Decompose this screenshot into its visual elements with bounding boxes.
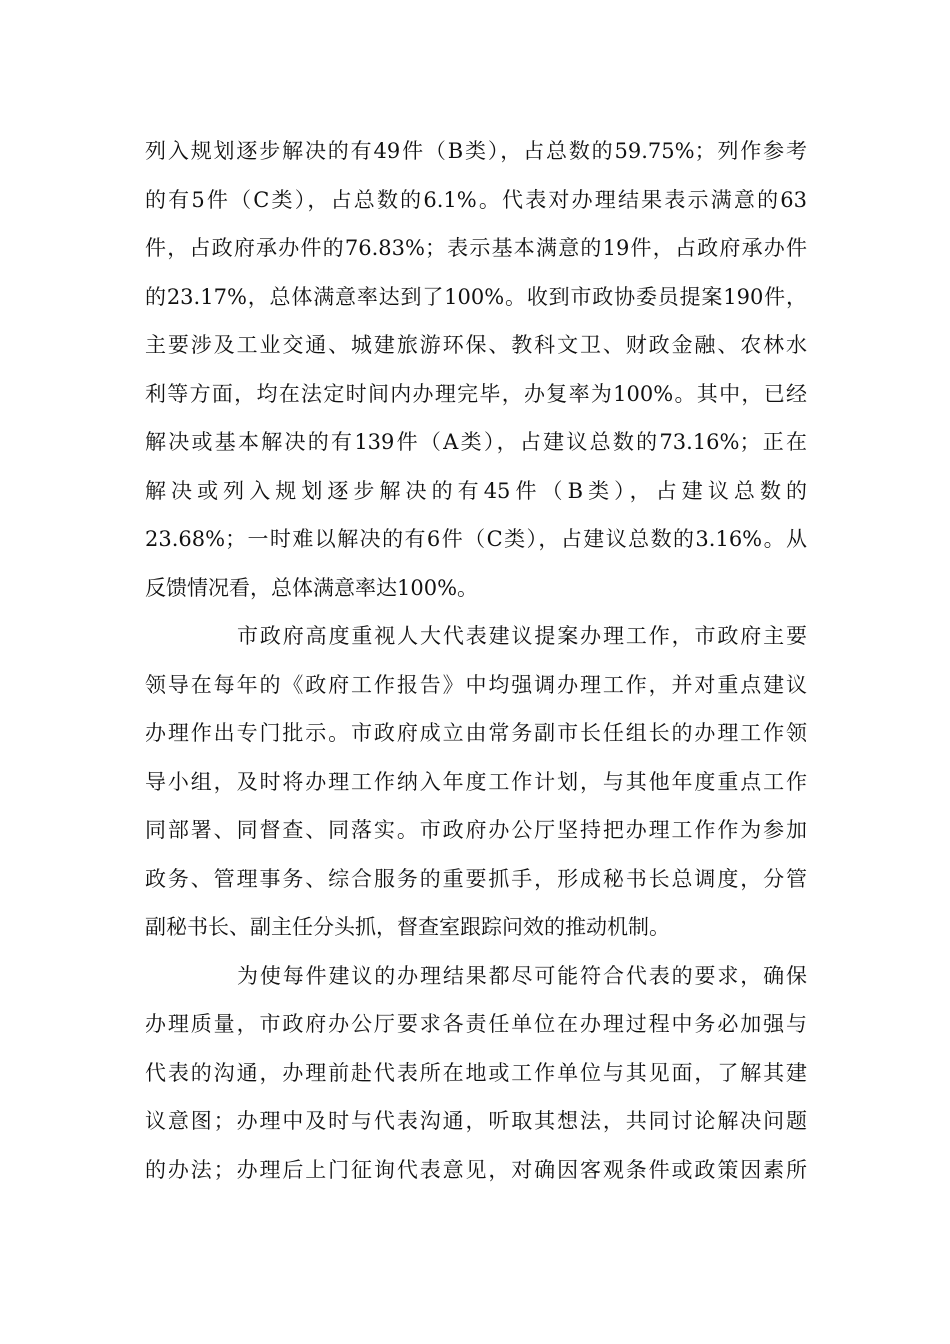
paragraph-line: 的办法；办理后上门征询代表意见，对确因客观条件或政策因素所: [145, 1157, 807, 1182]
paragraph-line: 解决或列入规划逐步解决的有45件（B类），占建议总数的: [145, 478, 807, 503]
paragraph-line: 同部署、同督查、同落实。市政府办公厅坚持把办理工作作为参加: [145, 818, 807, 842]
paragraph-line: 的23.17%，总体满意率达到了100%。收到市政协委员提案190件，: [145, 284, 807, 309]
paragraph-line: 办理质量，市政府办公厅要求各责任单位在办理过程中务必加强与: [145, 1012, 807, 1036]
paragraph-line: 领导在每年的《政府工作报告》中均强调办理工作，并对重点建议: [145, 672, 807, 697]
paragraph-line: 导小组，及时将办理工作纳入年度工作计划，与其他年度重点工作: [145, 769, 807, 794]
paragraph-line: 解决或基本解决的有139件（A类），占建议总数的73.16%；正在: [145, 430, 807, 454]
paragraph-line: 利等方面，均在法定时间内办理完毕，办复率为100%。其中，已经: [145, 381, 807, 406]
paragraph-1: [145, 127, 807, 612]
paragraph-line: 代表的沟通，办理前赴代表所在地或工作单位与其见面，了解其建: [145, 1060, 807, 1085]
paragraph-line: 政务、管理事务、综合服务的重要抓手，形成秘书长总调度，分管: [145, 866, 807, 891]
document-body: [145, 127, 807, 1194]
paragraph-2: [145, 612, 807, 952]
paragraph-line-first: 为使每件建议的办理结果都尽可能符合代表的要求，确保: [237, 963, 807, 988]
paragraph-line: 办理作出专门批示。市政府成立由常务副市长任组长的办理工作领: [145, 721, 807, 745]
paragraph-line-last: 副秘书长、副主任分头抓，督查室跟踪问效的推动机制。: [145, 915, 670, 939]
paragraph-line-first: 市政府高度重视人大代表建议提案办理工作，市政府主要: [237, 624, 807, 648]
paragraph-line: 的有5件（C类），占总数的6.1%。代表对办理结果表示满意的63: [145, 187, 807, 212]
paragraph-line: 23.68%；一时难以解决的有6件（C类），占建议总数的3.16%。从: [145, 527, 807, 551]
paragraph-3: [145, 952, 807, 1195]
paragraph-line: 议意图；办理中及时与代表沟通，听取其想法，共同讨论解决问题: [145, 1109, 807, 1133]
paragraph-line: 主要涉及工业交通、城建旅游环保、教科文卫、财政金融、农林水: [145, 333, 807, 357]
paragraph-line: 列入规划逐步解决的有49件（B类），占总数的59.75%；列作参考: [145, 139, 807, 163]
paragraph-line: 件，占政府承办件的76.83%；表示基本满意的19件，占政府承办件: [145, 236, 807, 260]
paragraph-line-last: 反馈情况看，总体满意率达100%。: [145, 575, 479, 600]
